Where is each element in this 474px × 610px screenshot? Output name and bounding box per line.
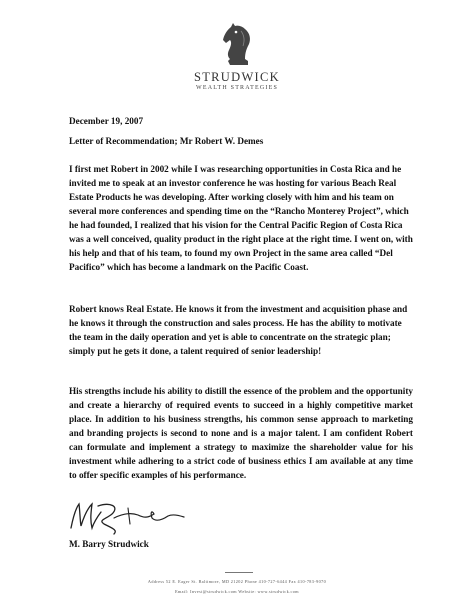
knight-chess-piece-icon: [217, 22, 257, 68]
paragraph-2: Robert knows Real Estate. He knows it from the investment and acquisition phase and he knows it through the construction and sales process. He has the ability to motivate the team in the daily operation and yet is able to concentrate on the strategic plan; simply put he gets it done, a talent required of senior leadership!: [69, 304, 408, 356]
handwritten-signature: [68, 498, 188, 536]
paragraph-3: His strengths include his ability to distill the essence of the problem and the opportunity and create a hierarchy of required events to succeed in a highly competitive market place. In addition to his business strengths, his common sense approach to marketing and branding projects is second to none and is a major talent. I am confident Robert can formulate and implement a strategy to maximize the shareholder value for his investment while adhering to a strict code of business ethics I am available at any time to offer specific examples of his performance.: [69, 386, 413, 480]
brand-subtitle: WEALTH STRATEGIES: [195, 85, 278, 91]
footer-address: Address 52 E. Eager St. Baltimore, MD 21202 Phone 410-727-6444 Fax 410-783-9070: [147, 579, 327, 584]
paragraph-1: I first met Robert in 2002 while I was researching opportunities in Costa Rica and he invited me to speak at an investor conference he was hosting for various Beach Real Estate Products he was developing. After working closely with him and his team on several more conferences and spending time on the “Rancho Monterey Project”, which he had founded, I realized that his vision for the Central Pacific Region of Costa Rica was a well conceived, quality product in the right place at the right time. I went on, with his help and that of his team, to found my own Project in the same area called “Del Pacifico” which has become a landmark on the Pacific Coast.: [69, 164, 413, 272]
footer-divider: [225, 572, 253, 573]
footer-contact: Email: Invest@strudwick.com Website: www.strudwick.com: [175, 589, 299, 594]
signer-name: M. Barry Strudwick: [69, 539, 149, 549]
letter-date: December 19, 2007: [69, 116, 144, 126]
letterhead-logo: [0, 22, 474, 92]
letter-subject: Letter of Recommendation; Mr Robert W. Demes: [69, 136, 264, 146]
brand-name: STRUDWICK: [193, 70, 280, 84]
